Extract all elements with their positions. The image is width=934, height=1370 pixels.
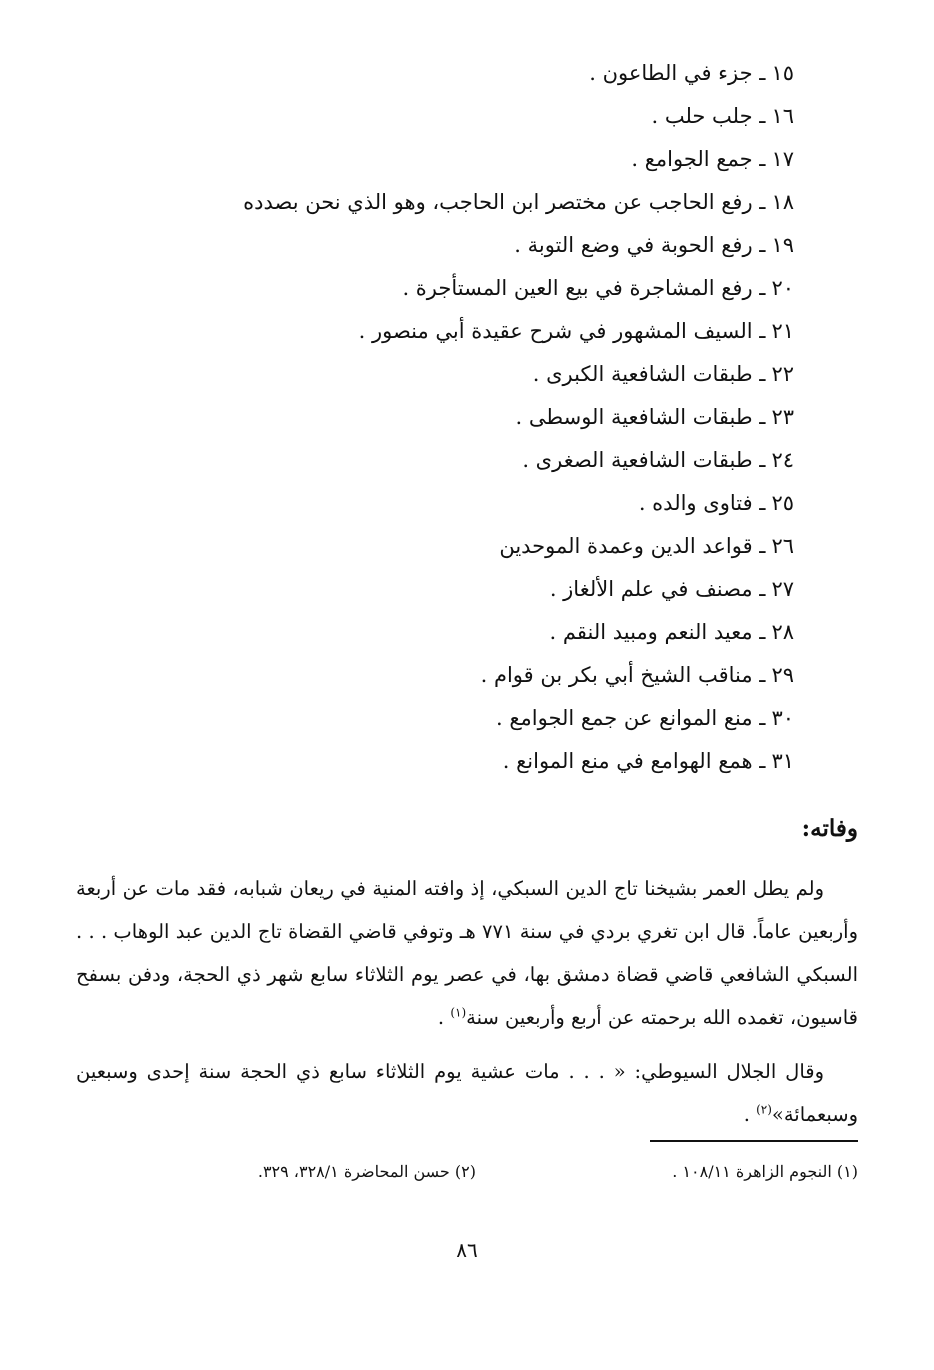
book-list-item [134, 568, 794, 611]
book-list-item [134, 224, 794, 267]
book-list-item [134, 353, 794, 396]
book-title: ـ طبقات الشافعية الصغرى . [522, 448, 766, 472]
book-title: ـ مناقب الشيخ أبي بكر بن قوام . [480, 663, 766, 687]
book-number: ٢٧ [771, 577, 794, 601]
book-number: ١٧ [771, 147, 794, 171]
book-title: ـ قواعد الدين وعمدة الموحدين [499, 534, 766, 558]
book-number: ٢١ [771, 319, 794, 343]
book-list-item [134, 439, 794, 482]
book-number: ٢٤ [771, 448, 794, 472]
book-title: ـ فتاوى والده . [638, 491, 766, 515]
book-list [134, 52, 794, 783]
book-list-item [134, 654, 794, 697]
paragraph-text: وقال الجلال السيوطي: « . . . مات عشية يوم الثلاثاء سابع ذي الحجة سنة إحدى وسبعين وسبعمائة» [76, 1060, 858, 1126]
biography-paragraph [76, 867, 858, 1039]
book-list-item [134, 267, 794, 310]
book-list-item [134, 740, 794, 783]
footnote-divider [650, 1140, 858, 1142]
book-list-item [134, 396, 794, 439]
book-number: ٢٣ [771, 405, 794, 429]
book-title: ـ السيف المشهور في شرح عقيدة أبي منصور . [358, 319, 766, 343]
paragraph-end: . [437, 1006, 451, 1029]
book-number: ١٨ [771, 190, 794, 214]
page-number: ٨٦ [456, 1238, 478, 1262]
book-title: ـ رفع المشاجرة في بيع العين المستأجرة . [402, 276, 766, 300]
book-title: ـ جمع الجوامع . [631, 147, 766, 171]
paragraph-text: ولم يطل العمر بشيخنا تاج الدين السبكي، إذ وافته المنية في ريعان شبابه، فقد مات عن أربعة وأربعين عاماً. قال ابن تغري بردي في سنة ٧٧١ هـ وتوفي قاضي القضاة تاج الدين عبد الوهاب . . . السبكي الشافعي قاضي قضاة دمشق بها، في عصر يوم الثلاثاء سابع شهر ذي الحجة، ودفن بسفح قاسيون، تغمده الله برحمته عن أربع وأربعين سنة [76, 877, 858, 1029]
book-number: ٢٦ [771, 534, 794, 558]
book-title: ـ رفع الحوبة في وضع التوبة . [514, 233, 766, 257]
book-title: ـ رفع الحاجب عن مختصر ابن الحاجب، وهو الذي نحن بصدده [243, 190, 766, 214]
book-title: ـ معيد النعم ومبيد النقم . [549, 620, 766, 644]
footnote-reference: (٢) [756, 1102, 772, 1117]
book-number: ٣٠ [771, 706, 794, 730]
book-list-item [134, 482, 794, 525]
book-number: ٢٠ [771, 276, 794, 300]
book-list-item [134, 138, 794, 181]
book-list-item [134, 181, 794, 224]
paragraph-end: . [743, 1103, 757, 1126]
book-title: ـ طبقات الشافعية الوسطى . [515, 405, 766, 429]
footnote-reference: (١) [450, 1005, 467, 1020]
book-number: ١٥ [771, 61, 794, 85]
book-number: ٢٨ [771, 620, 794, 644]
book-title: ـ منع الموانع عن جمع الجوامع . [496, 706, 766, 730]
book-number: ٢٩ [771, 663, 794, 687]
book-list-item [134, 697, 794, 740]
quote-paragraph [76, 1050, 858, 1136]
book-title: ـ مصنف في علم الألغاز . [549, 577, 766, 601]
book-title: ـ طبقات الشافعية الكبرى . [532, 362, 766, 386]
book-list-item [134, 52, 794, 95]
book-number: ٢٢ [771, 362, 794, 386]
footnote: (١) النجوم الزاهرة ١٠٨/١١ . [672, 1162, 858, 1181]
book-title: ـ جزء في الطاعون . [589, 61, 766, 85]
book-list-item [134, 611, 794, 654]
footnote: (٢) حسن المحاضرة ٣٢٨/١، ٣٢٩. [257, 1162, 476, 1181]
book-list-item [134, 310, 794, 353]
book-title: ـ جلب حلب . [651, 104, 766, 128]
section-heading: وفاته: [801, 815, 858, 842]
book-number: ١٦ [771, 104, 794, 128]
book-title: ـ همع الهوامع في منع الموانع . [502, 749, 766, 773]
book-list-item [134, 95, 794, 138]
book-number: ١٩ [771, 233, 794, 257]
book-list-item [134, 525, 794, 568]
book-number: ٢٥ [771, 491, 794, 515]
book-number: ٣١ [771, 749, 794, 773]
